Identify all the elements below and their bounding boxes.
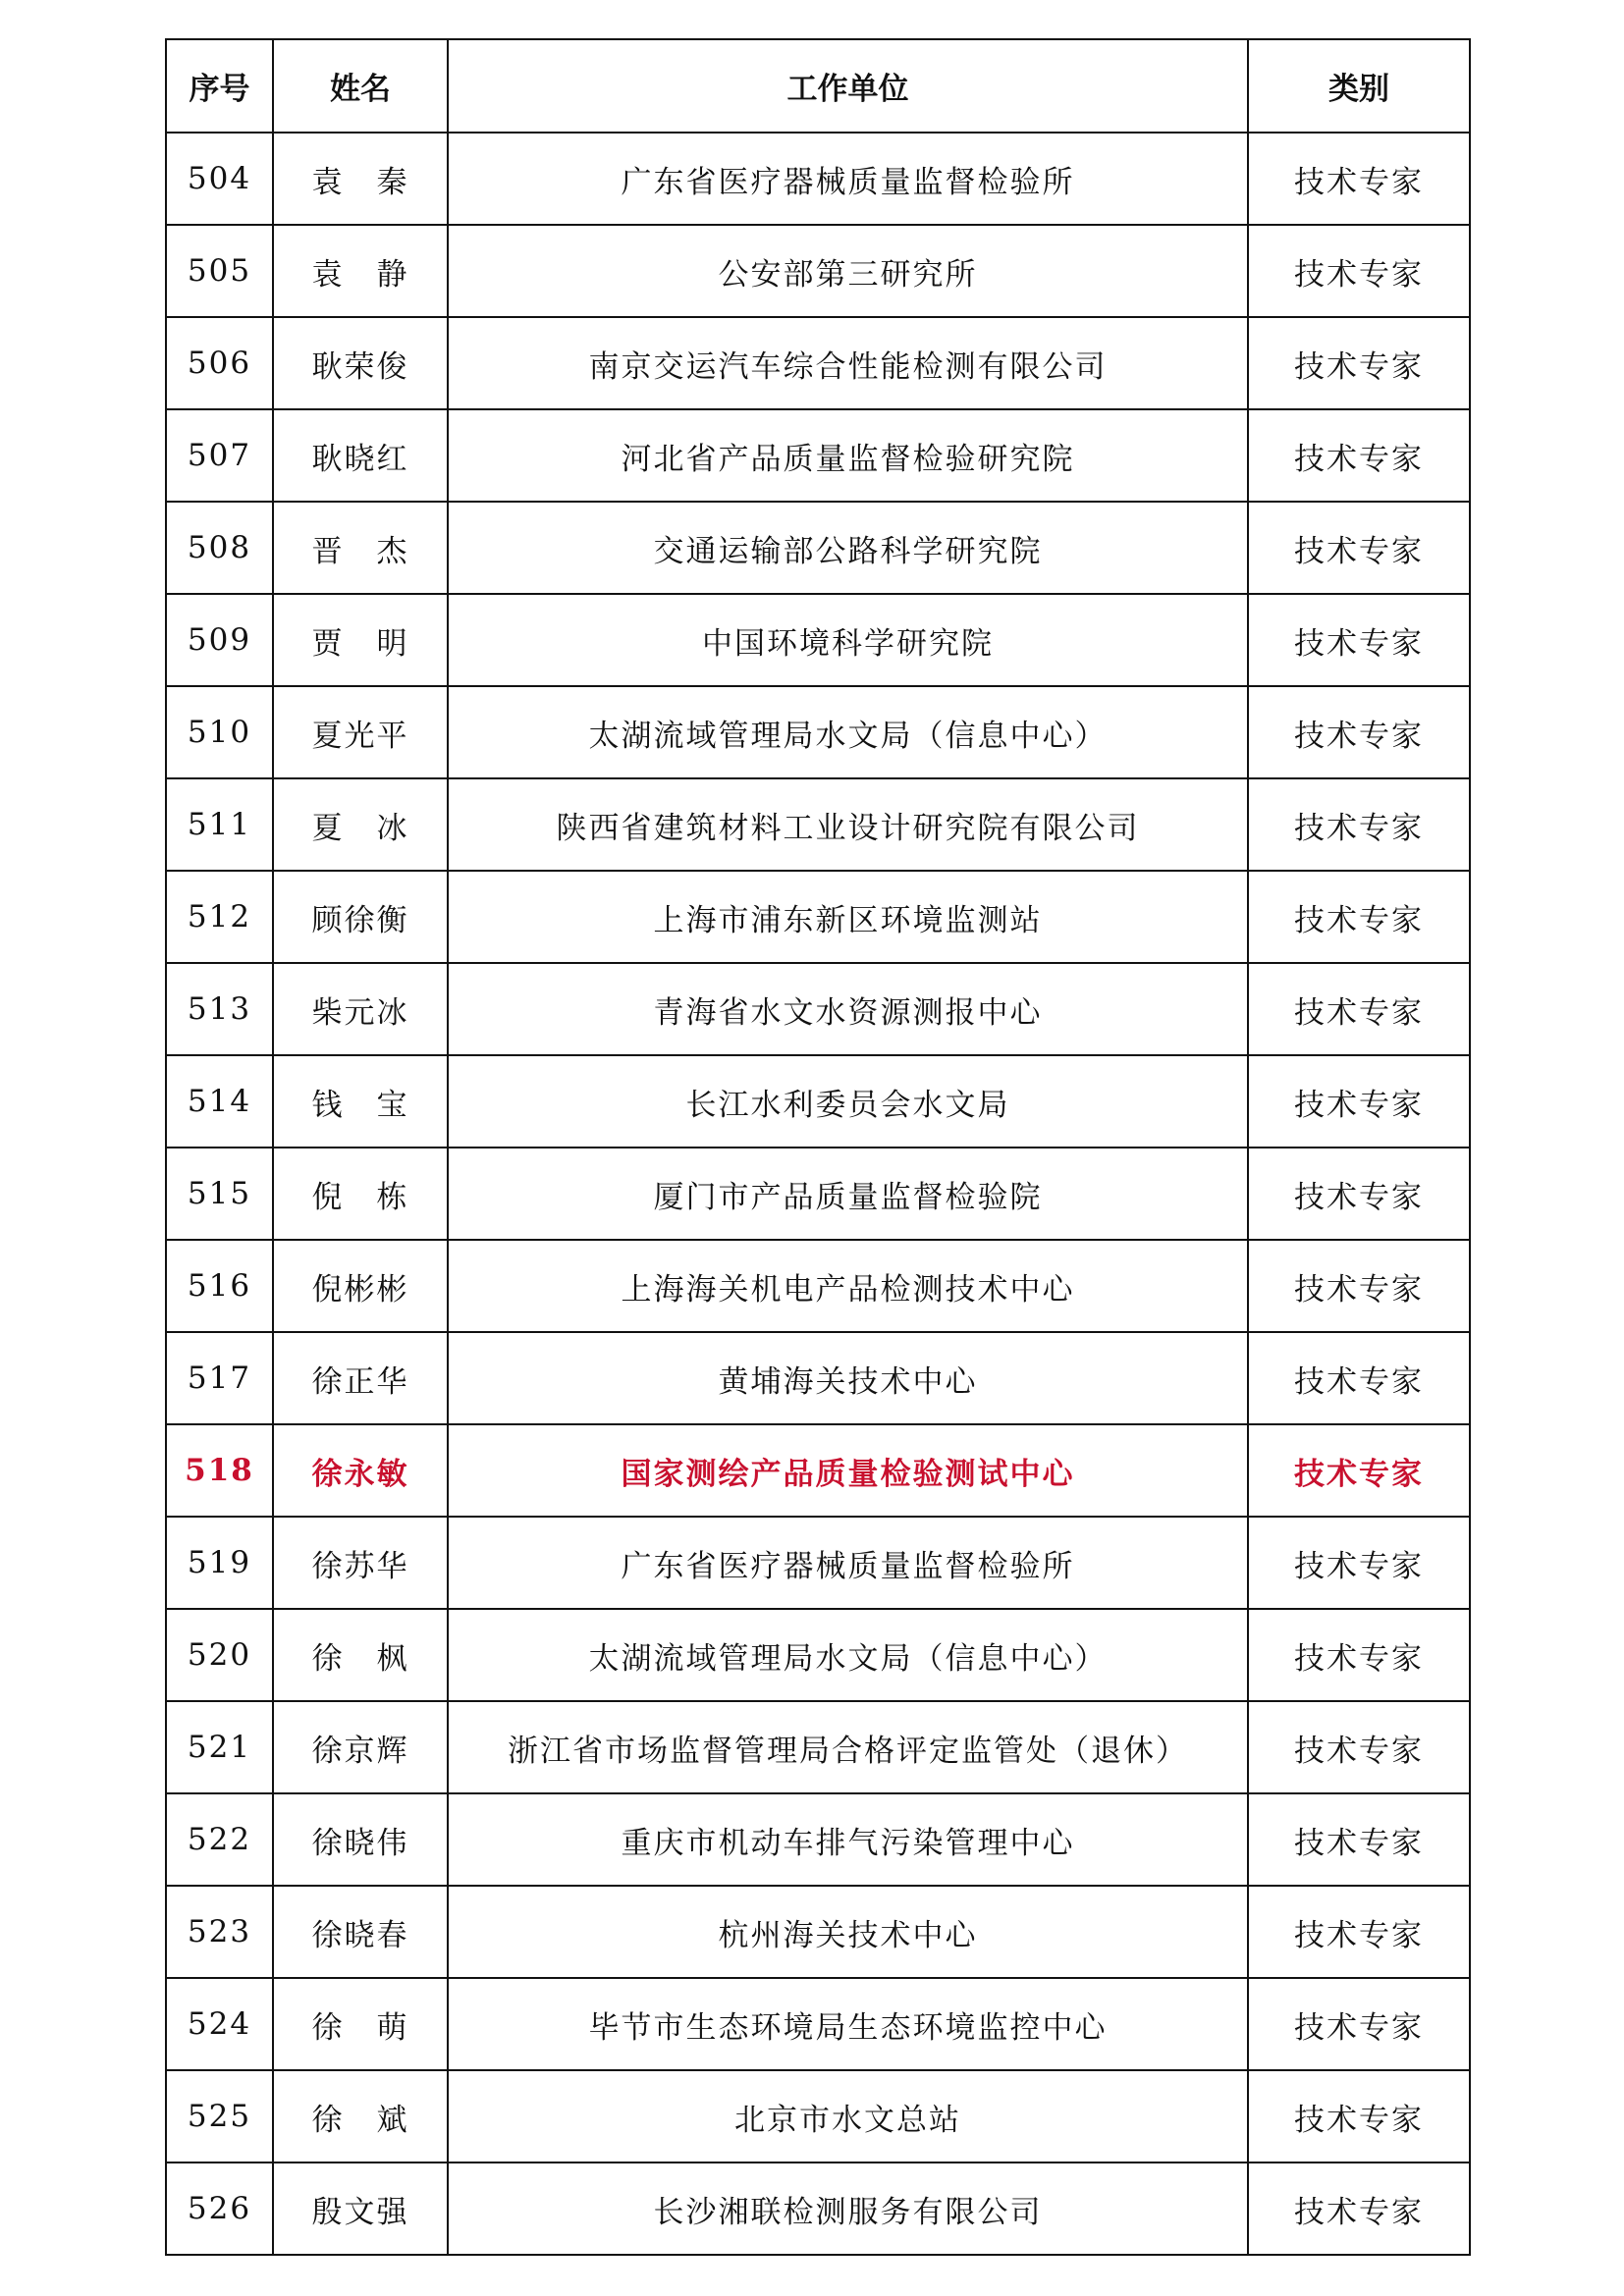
cell-category: 技术专家 bbox=[1248, 1517, 1470, 1609]
cell-name: 殷文强 bbox=[273, 2163, 448, 2255]
cell-category: 技术专家 bbox=[1248, 871, 1470, 963]
table-row bbox=[166, 1978, 1470, 2070]
cell-name: 徐 斌 bbox=[273, 2070, 448, 2163]
expert-roster-table bbox=[165, 38, 1471, 2256]
cell-no: 519 bbox=[166, 1517, 273, 1609]
cell-category: 技术专家 bbox=[1248, 225, 1470, 317]
cell-unit: 浙江省市场监督管理局合格评定监管处（退休） bbox=[448, 1701, 1248, 1793]
cell-category: 技术专家 bbox=[1248, 1148, 1470, 1240]
cell-name: 徐晓春 bbox=[273, 1886, 448, 1978]
cell-category: 技术专家 bbox=[1248, 2163, 1470, 2255]
cell-name: 徐 枫 bbox=[273, 1609, 448, 1701]
header-category: 类别 bbox=[1248, 39, 1470, 133]
cell-no: 509 bbox=[166, 594, 273, 686]
cell-unit: 毕节市生态环境局生态环境监控中心 bbox=[448, 1978, 1248, 2070]
table-row bbox=[166, 225, 1470, 317]
cell-unit: 中国环境科学研究院 bbox=[448, 594, 1248, 686]
table-row bbox=[166, 1701, 1470, 1793]
cell-category: 技术专家 bbox=[1248, 1424, 1470, 1517]
cell-category: 技术专家 bbox=[1248, 317, 1470, 409]
table-row bbox=[166, 1793, 1470, 1886]
cell-name: 倪彬彬 bbox=[273, 1240, 448, 1332]
table-row bbox=[166, 1332, 1470, 1424]
cell-unit: 长沙湘联检测服务有限公司 bbox=[448, 2163, 1248, 2255]
cell-no: 521 bbox=[166, 1701, 273, 1793]
cell-no: 507 bbox=[166, 409, 273, 502]
cell-name: 倪 栋 bbox=[273, 1148, 448, 1240]
cell-no: 514 bbox=[166, 1055, 273, 1148]
cell-no: 525 bbox=[166, 2070, 273, 2163]
cell-category: 技术专家 bbox=[1248, 594, 1470, 686]
table-row bbox=[166, 1609, 1470, 1701]
cell-unit: 河北省产品质量监督检验研究院 bbox=[448, 409, 1248, 502]
cell-name: 徐晓伟 bbox=[273, 1793, 448, 1886]
cell-unit: 北京市水文总站 bbox=[448, 2070, 1248, 2163]
cell-no: 517 bbox=[166, 1332, 273, 1424]
cell-unit: 太湖流域管理局水文局（信息中心） bbox=[448, 686, 1248, 778]
cell-no: 504 bbox=[166, 133, 273, 225]
cell-category: 技术专家 bbox=[1248, 502, 1470, 594]
cell-no: 515 bbox=[166, 1148, 273, 1240]
cell-unit: 青海省水文水资源测报中心 bbox=[448, 963, 1248, 1055]
cell-category: 技术专家 bbox=[1248, 2070, 1470, 2163]
cell-unit: 广东省医疗器械质量监督检验所 bbox=[448, 133, 1248, 225]
cell-unit: 厦门市产品质量监督检验院 bbox=[448, 1148, 1248, 1240]
cell-name: 徐正华 bbox=[273, 1332, 448, 1424]
cell-category: 技术专家 bbox=[1248, 1240, 1470, 1332]
cell-name: 柴元冰 bbox=[273, 963, 448, 1055]
cell-unit: 陕西省建筑材料工业设计研究院有限公司 bbox=[448, 778, 1248, 871]
cell-no: 522 bbox=[166, 1793, 273, 1886]
cell-unit: 公安部第三研究所 bbox=[448, 225, 1248, 317]
cell-unit: 上海海关机电产品检测技术中心 bbox=[448, 1240, 1248, 1332]
cell-no: 526 bbox=[166, 2163, 273, 2255]
table-row bbox=[166, 317, 1470, 409]
cell-category: 技术专家 bbox=[1248, 409, 1470, 502]
table-row bbox=[166, 1517, 1470, 1609]
cell-no: 511 bbox=[166, 778, 273, 871]
cell-unit: 广东省医疗器械质量监督检验所 bbox=[448, 1517, 1248, 1609]
cell-name: 袁 静 bbox=[273, 225, 448, 317]
cell-no: 506 bbox=[166, 317, 273, 409]
cell-category: 技术专家 bbox=[1248, 963, 1470, 1055]
cell-category: 技术专家 bbox=[1248, 1701, 1470, 1793]
cell-name: 徐京辉 bbox=[273, 1701, 448, 1793]
table-row bbox=[166, 871, 1470, 963]
cell-name: 徐苏华 bbox=[273, 1517, 448, 1609]
cell-category: 技术专家 bbox=[1248, 1978, 1470, 2070]
header-unit: 工作单位 bbox=[448, 39, 1248, 133]
cell-category: 技术专家 bbox=[1248, 1886, 1470, 1978]
cell-name: 晋 杰 bbox=[273, 502, 448, 594]
table-body bbox=[166, 133, 1470, 2255]
cell-category: 技术专家 bbox=[1248, 1055, 1470, 1148]
table-row bbox=[166, 778, 1470, 871]
cell-name: 耿荣俊 bbox=[273, 317, 448, 409]
cell-unit: 长江水利委员会水文局 bbox=[448, 1055, 1248, 1148]
cell-no: 516 bbox=[166, 1240, 273, 1332]
cell-name: 夏光平 bbox=[273, 686, 448, 778]
cell-name: 袁 秦 bbox=[273, 133, 448, 225]
cell-unit: 太湖流域管理局水文局（信息中心） bbox=[448, 1609, 1248, 1701]
cell-category: 技术专家 bbox=[1248, 1332, 1470, 1424]
cell-name: 徐 萌 bbox=[273, 1978, 448, 2070]
cell-no: 512 bbox=[166, 871, 273, 963]
table-row bbox=[166, 686, 1470, 778]
cell-name: 夏 冰 bbox=[273, 778, 448, 871]
cell-name: 贾 明 bbox=[273, 594, 448, 686]
header-no: 序号 bbox=[166, 39, 273, 133]
cell-no: 513 bbox=[166, 963, 273, 1055]
table-row bbox=[166, 2070, 1470, 2163]
table-row bbox=[166, 409, 1470, 502]
table-row bbox=[166, 133, 1470, 225]
cell-category: 技术专家 bbox=[1248, 686, 1470, 778]
table-row bbox=[166, 2163, 1470, 2255]
cell-unit: 国家测绘产品质量检验测试中心 bbox=[448, 1424, 1248, 1517]
cell-unit: 南京交运汽车综合性能检测有限公司 bbox=[448, 317, 1248, 409]
cell-unit: 黄埔海关技术中心 bbox=[448, 1332, 1248, 1424]
cell-unit: 杭州海关技术中心 bbox=[448, 1886, 1248, 1978]
cell-no: 523 bbox=[166, 1886, 273, 1978]
table-row bbox=[166, 963, 1470, 1055]
cell-category: 技术专家 bbox=[1248, 133, 1470, 225]
cell-name: 钱 宝 bbox=[273, 1055, 448, 1148]
cell-no: 505 bbox=[166, 225, 273, 317]
cell-no: 520 bbox=[166, 1609, 273, 1701]
table-row bbox=[166, 594, 1470, 686]
header-name: 姓名 bbox=[273, 39, 448, 133]
table-row bbox=[166, 1240, 1470, 1332]
table-row bbox=[166, 1424, 1470, 1517]
cell-no: 518 bbox=[166, 1424, 273, 1517]
cell-category: 技术专家 bbox=[1248, 1793, 1470, 1886]
cell-unit: 重庆市机动车排气污染管理中心 bbox=[448, 1793, 1248, 1886]
cell-unit: 交通运输部公路科学研究院 bbox=[448, 502, 1248, 594]
cell-unit: 上海市浦东新区环境监测站 bbox=[448, 871, 1248, 963]
table-row bbox=[166, 1886, 1470, 1978]
cell-name: 顾徐衡 bbox=[273, 871, 448, 963]
cell-name: 徐永敏 bbox=[273, 1424, 448, 1517]
table-header-row bbox=[166, 39, 1470, 133]
cell-category: 技术专家 bbox=[1248, 1609, 1470, 1701]
table-row bbox=[166, 1148, 1470, 1240]
cell-no: 524 bbox=[166, 1978, 273, 2070]
table-row bbox=[166, 502, 1470, 594]
cell-no: 508 bbox=[166, 502, 273, 594]
cell-no: 510 bbox=[166, 686, 273, 778]
cell-category: 技术专家 bbox=[1248, 778, 1470, 871]
cell-name: 耿晓红 bbox=[273, 409, 448, 502]
table-row bbox=[166, 1055, 1470, 1148]
